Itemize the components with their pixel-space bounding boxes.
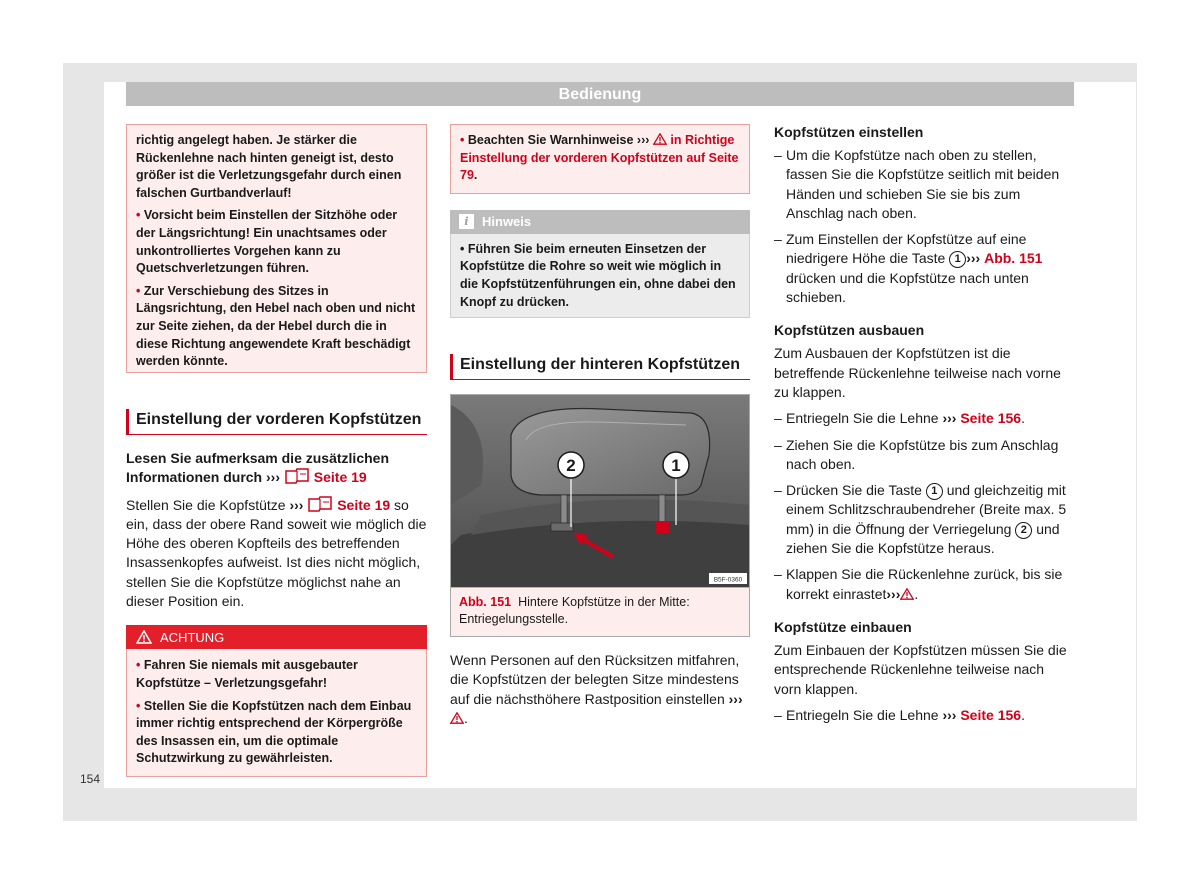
- rear-body-paragraph: Wenn Personen auf den Rücksitzen mitfahren, die Kopfstützen der belegten Sitze mindestens auf die nächsthöhere Rastposition einstellen ››› .: [450, 652, 743, 727]
- page-number: 154: [80, 772, 101, 786]
- list-item: – Ziehen Sie die Kopfstütze bis zum Anschlag nach oben.: [774, 436, 1074, 475]
- bullet-icon: •: [136, 208, 141, 223]
- link-seite-79[interactable]: in Richtige Einstellung der vorderen Kopfstützen auf Seite 79: [460, 133, 739, 183]
- warning-triangle-icon: [450, 712, 464, 724]
- bullet-icon: •: [460, 133, 465, 147]
- bullet-icon: •: [136, 658, 141, 673]
- achtung-body: [126, 649, 427, 777]
- subhead-ausbauen: Kopfstützen ausbauen: [774, 322, 925, 339]
- figure-code: B5F-0360: [713, 576, 743, 584]
- column-middle: [450, 124, 750, 728]
- lead-paragraph: Lesen Sie aufmerksam die zusätzlichen Informationen durch ››› Seite 19: [126, 450, 389, 486]
- list-item: – Klappen Sie die Rückenlehne zurück, bis sie korrekt einrastet››› .: [774, 565, 1074, 604]
- column-right: [774, 124, 1074, 732]
- section-title-rear-headrests: Einstellung der hinteren Kopfstützen: [450, 354, 750, 380]
- callout-1-ref: 1: [926, 483, 943, 500]
- hinweis-body: • Führen Sie beim erneuten Einsetzen der Kopfstütze die Rohre so weit wie möglich in die Kopfstützenführungen ein, ohne dabei den Knopf zu drücken.: [450, 234, 750, 318]
- book-reference-icon: [307, 496, 333, 512]
- list-item: – Drücken Sie die Taste 1 und gleichzeitig mit einem Schlitzschraubendreher (Breite max. 5 mm) in die Öffnung der Verriegelung 2 und ziehen Sie die Kopfstütze heraus.: [774, 481, 1074, 558]
- warning-text-1: richtig angelegt haben. Je stärker die Rückenlehne nach hinten geneigt ist, desto größer ist die Verletzungsgefahr durch einen falschen Gurtbandverlauf!: [136, 133, 402, 200]
- list-item: – Entriegeln Sie die Lehne ››› Seite 156.: [774, 409, 1074, 428]
- hinweis-box: [450, 210, 750, 318]
- column-left: [126, 124, 427, 777]
- warning-text-3: • Zur Verschiebung des Sitzes in Längsrichtung, den Hebel nach oben und nicht zur Seite ziehen, da der Hebel durch die in diese Richtung angewendete Kraft beschädigt werden könnte.: [136, 283, 416, 369]
- figure-caption: Abb. 151 Hintere Kopfstütze in der Mitte: Entriegelungsstelle.: [451, 587, 749, 636]
- achtung-header: ACHTUNG: [126, 625, 427, 649]
- warning-triangle-icon: [900, 588, 914, 600]
- callout-2: 2: [566, 456, 576, 476]
- achtung-text-1: • Fahren Sie niemals mit ausgebauter Kopfstütze – Verletzungsgefahr!: [136, 658, 358, 690]
- arrows-icon: ›››: [636, 133, 650, 147]
- section-title-front-headrests: Einstellung der vorderen Kopfstützen: [126, 409, 427, 435]
- link-abb-151[interactable]: Abb. 151: [984, 250, 1043, 267]
- bullet-icon: •: [136, 698, 141, 713]
- callout-2-ref: 2: [1015, 522, 1032, 539]
- info-icon: i: [459, 214, 474, 229]
- list-item: – Zum Einstellen der Kopfstütze auf eine niedrigere Höhe die Taste 1 ››› Abb. 151 drücken und die Kopfstütze nach unten schieben.: [774, 230, 1074, 307]
- paragraph: Zum Einbauen der Kopfstützen müssen Sie die entsprechende Rückenlehne teilweise nach vorn klappen.: [774, 641, 1067, 697]
- callout-1-ref: 1: [949, 251, 966, 268]
- bullet-icon: •: [136, 283, 141, 298]
- body-paragraph: Stellen Sie die Kopfstütze ››› Seite 19 so ein, dass der obere Rand soweit wie möglich die Höhe des oberen Kopfteils des betreffenden Insassenkopfes aufweist. Ist dies nicht möglich, stellen Sie die Kopfstütze möglichst nahe an dieser Position ein.: [126, 496, 427, 610]
- arrows-icon: ›››: [266, 469, 281, 486]
- arrows-icon: ›››: [289, 496, 304, 513]
- headrest-illustration: [451, 395, 749, 587]
- list-item: – Um die Kopfstütze nach oben zu stellen, fassen Sie die Kopfstütze seitlich mit beiden Händen und schieben Sie sie bis zum Anschlag nach oben.: [774, 146, 1074, 223]
- list-item: – Entriegeln Sie die Lehne ››› Seite 156.: [774, 706, 1074, 725]
- link-seite-19[interactable]: Seite 19: [337, 496, 391, 513]
- book-reference-icon: [284, 468, 310, 484]
- arrows-icon: ›››: [728, 690, 743, 707]
- warning-continuation-box: [126, 124, 427, 373]
- link-seite-156[interactable]: Seite 156: [960, 410, 1022, 427]
- figure-label: Abb. 151: [459, 595, 512, 610]
- achtung-box: [126, 625, 427, 777]
- callout-1: 1: [671, 456, 681, 476]
- bullet-icon: •: [460, 241, 465, 256]
- warning-text-2: • Vorsicht beim Einstellen der Sitzhöhe oder der Längsrichtung! Ein unachtsames oder unkontrolliertes Vorgehen kann zu Quetschverletzungen führen.: [136, 208, 398, 276]
- achtung-text-2: • Stellen Sie die Kopfstützen nach dem Einbau immer richtig entsprechend der Körpergröße des Insassen ein, um die optimale Schutzwirkung zu gewährleisten.: [136, 698, 412, 766]
- subhead-einstellen: Kopfstützen einstellen: [774, 124, 924, 140]
- paragraph: Zum Ausbauen der Kopfstützen ist die betreffende Rückenlehne teilweise nach vorne zu klappen.: [774, 345, 1061, 400]
- warning-note-box: • Beachten Sie Warnhinweise ››› in Richtige Einstellung der vorderen Kopfstützen auf Seite 79.: [450, 124, 750, 194]
- hinweis-header: i Hinweis: [450, 210, 750, 234]
- figure-151: [450, 394, 750, 637]
- link-seite-19[interactable]: Seite 19: [313, 469, 367, 486]
- headrest-drawing: [451, 395, 749, 587]
- warning-triangle-icon: [136, 630, 152, 644]
- subhead-einbauen: Kopfstütze einbauen: [774, 618, 912, 635]
- warning-triangle-icon: [653, 133, 667, 145]
- link-seite-156[interactable]: Seite 156: [960, 706, 1022, 723]
- page-header: Bedienung: [126, 82, 1074, 106]
